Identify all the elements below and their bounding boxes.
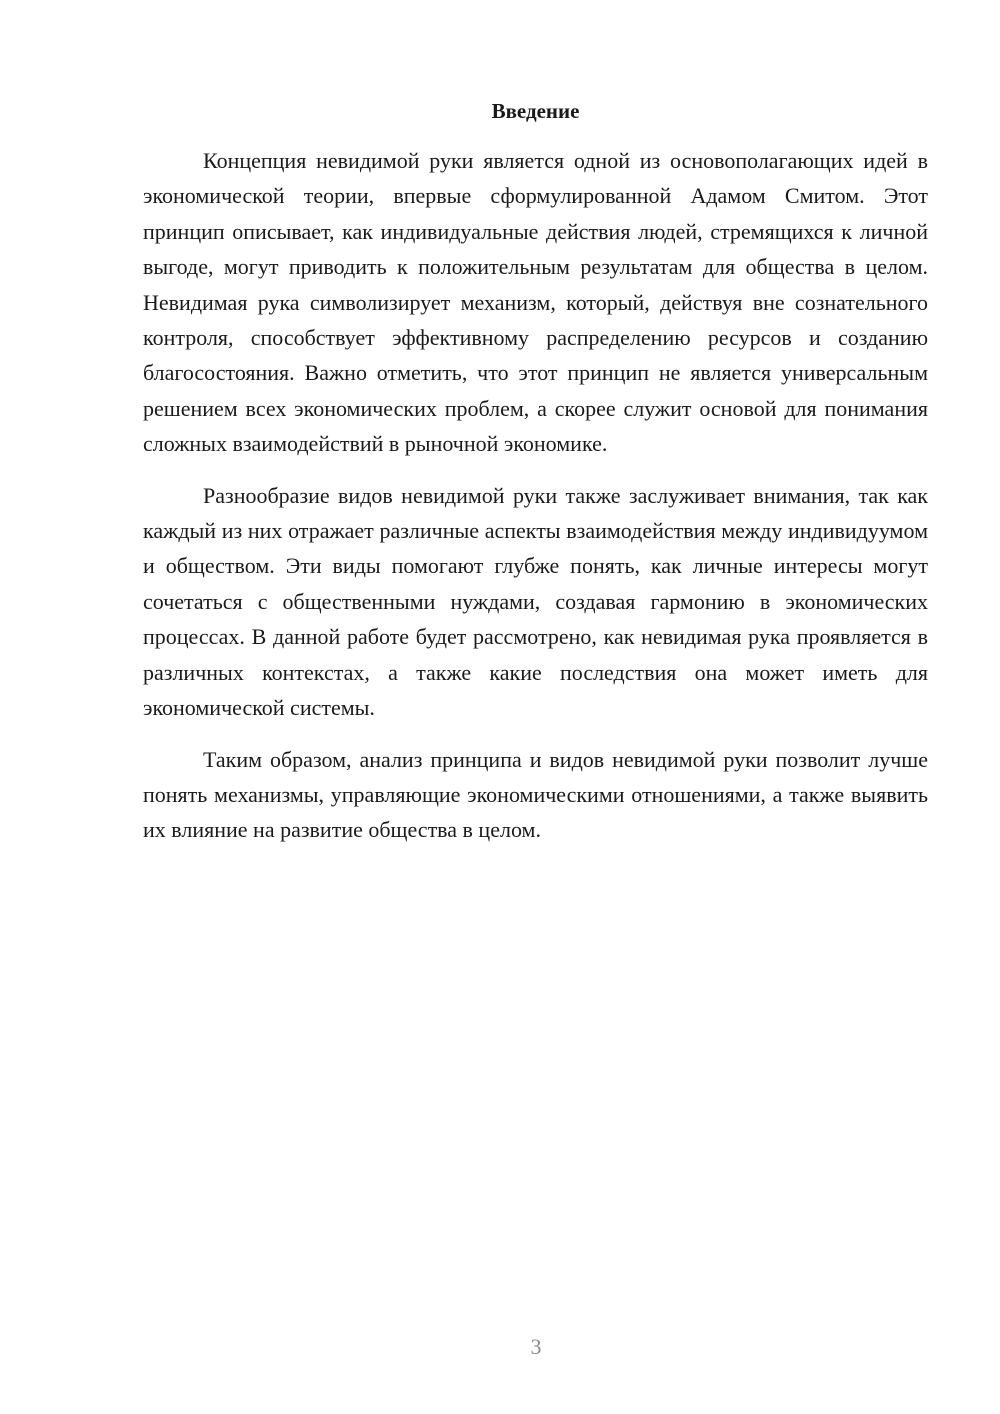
page-number: 3 <box>530 1334 542 1359</box>
section-heading: Введение <box>491 99 580 123</box>
page-content <box>143 96 928 864</box>
paragraph-conclusion: Таким образом, анализ принципа и видов невидимой руки позволит лучше понять механизмы, управляющие экономическими отношениями, а также выявить их влияние на развитие общества в целом. <box>143 746 928 843</box>
paragraph-variety-of-types: Разнообразие видов невидимой руки также заслуживает внимания, так как каждый из них отражает различные аспекты взаимодействия между индивидуумом и обществом. Эти виды помогают глубже понять, как личные интересы могут сочетаться с общественными нуждами, создавая гармонию в экономических процессах. В данной работе будет рассмотрено, как невидимая рука проявляется в различных контекстах, а также какие последствия она может иметь для экономической системы. <box>143 482 928 721</box>
paragraph-intro-concept: Концепция невидимой руки является одной из основополагающих идей в экономической теории, впервые сформулированной Адамом Смитом. Этот принцип описывает, как индивидуальные действия людей, стремящихся к личной выгоде, могут приводить к положительным результатам для общества в целом. Невидимая рука символизирует механизм, который, действуя вне сознательного контроля, способствует эффективному распределению ресурсов и созданию благосостояния. Важно отметить, что этот принцип не является универсальным решением всех экономических проблем, а скорее служит основой для понимания сложных взаимодействий в рыночной экономике. <box>143 148 928 457</box>
